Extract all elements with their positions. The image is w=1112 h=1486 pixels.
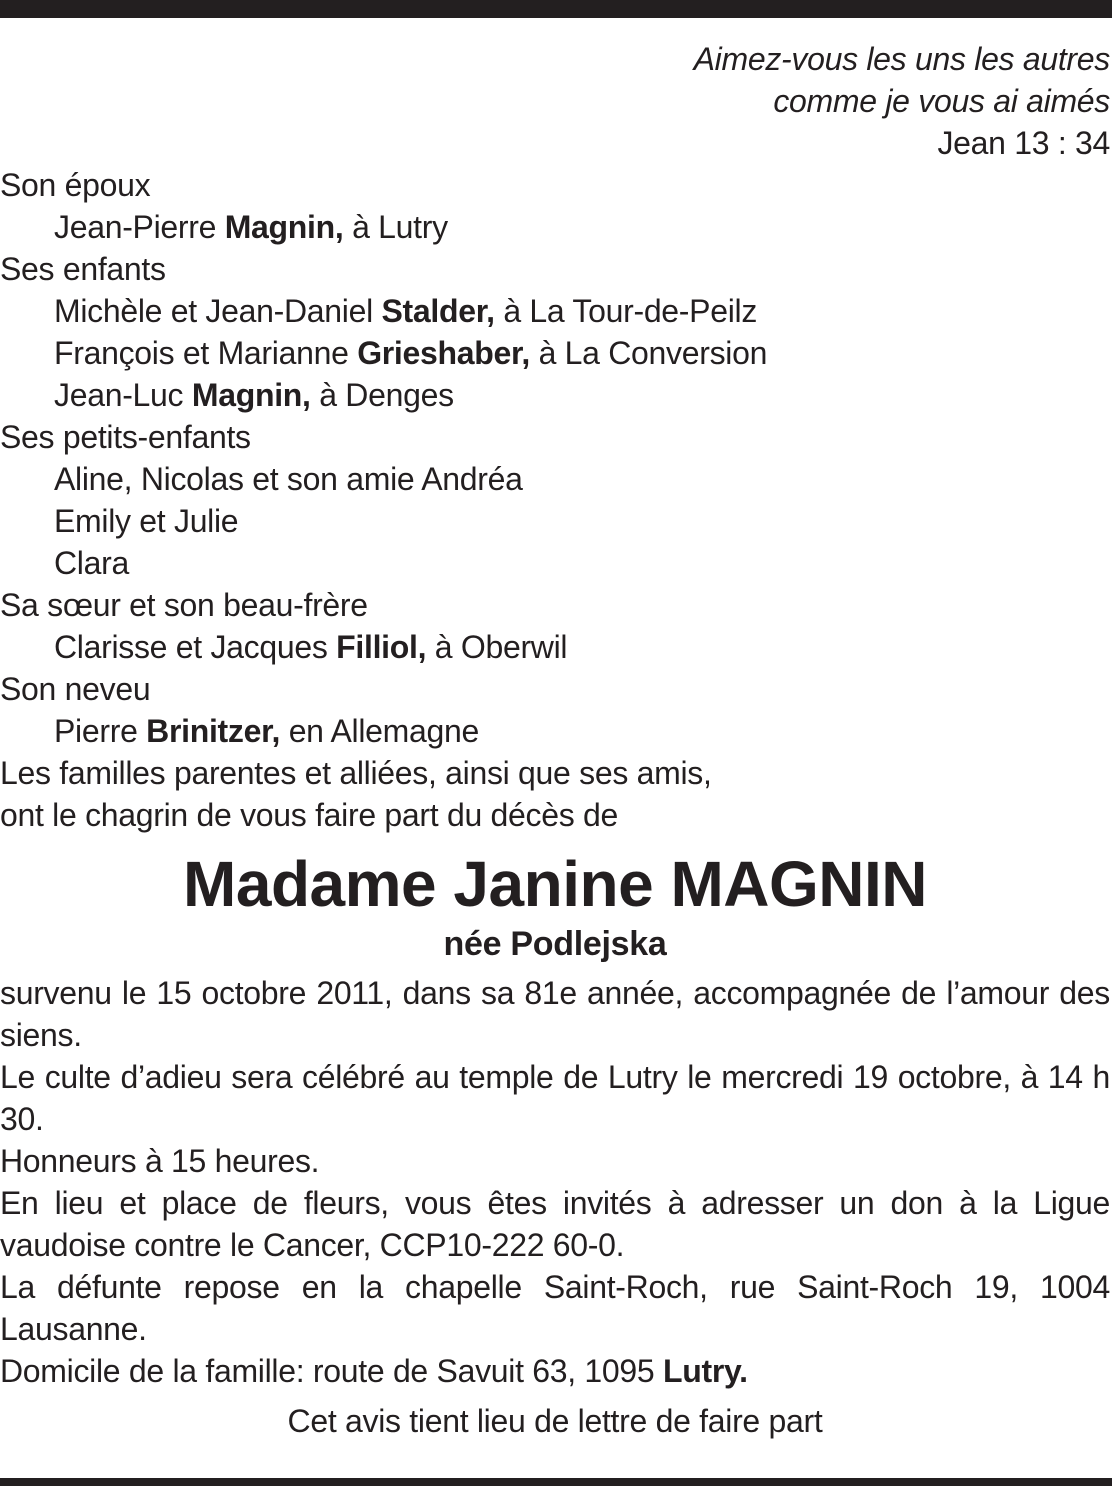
announcement-line: ont le chagrin de vous faire part du décès de (0, 797, 619, 833)
domicile-address: Domicile de la famille: route de Savuit 63, 1095 (0, 1353, 655, 1389)
grandchild-entry: Emily et Julie (54, 503, 239, 539)
grandchild-entry: Clara (54, 545, 129, 581)
child-first-names: François et Marianne (54, 335, 349, 371)
domicile-town: Lutry. (663, 1353, 748, 1389)
sibling-entry (0, 626, 1110, 668)
bottom-border-rule (0, 1478, 1112, 1486)
nephew-entry (0, 710, 1110, 752)
spouse-heading: Son époux (0, 167, 151, 203)
closing-note: Cet avis tient lieu de lettre de faire part (287, 1403, 823, 1439)
repose-details: La défunte repose en la chapelle Saint-Roch, rue Saint-Roch 19, 1004 Lausanne. (0, 1269, 1110, 1347)
spouse-entry (0, 206, 1110, 248)
nephew-first-name: Pierre (54, 713, 138, 749)
relatives-line: Les familles parentes et alliées, ainsi que ses amis, (0, 755, 712, 791)
nephew-heading: Son neveu (0, 671, 151, 707)
child-entry (0, 290, 1110, 332)
nephew-surname: Brinitzer, (146, 713, 281, 749)
child-surname: Stalder, (381, 293, 495, 329)
grandchildren-heading: Ses petits-enfants (0, 419, 251, 455)
sibling-place: à Oberwil (434, 629, 568, 665)
service-details: Le culte d’adieu sera célébré au temple de Lutry le mercredi 19 octobre, à 14 h 30. (0, 1059, 1110, 1137)
quote-line-2: comme je vous ai aimés (773, 83, 1110, 119)
obituary-notice (0, 38, 1110, 1442)
grandchild-entry: Aline, Nicolas et son amie Andréa (54, 461, 523, 497)
child-place: à Denges (319, 377, 454, 413)
spouse-first-names: Jean-Pierre (54, 209, 217, 245)
nephew-place: en Allemagne (288, 713, 480, 749)
maiden-name: née Podlejska (443, 925, 667, 963)
child-first-names: Jean-Luc (54, 377, 184, 413)
sibling-heading: Sa sœur et son beau-frère (0, 587, 368, 623)
donation-details: En lieu et place de fleurs, vous êtes invités à adresser un don à la Ligue vaudoise contre le Cancer, CCP10-222 60-0. (0, 1185, 1110, 1263)
top-border-rule (0, 0, 1112, 18)
child-surname: Grieshaber, (357, 335, 530, 371)
deceased-name: Madame Janine MAGNIN (183, 848, 927, 920)
bible-quote (0, 38, 1110, 164)
quote-line-1: Aimez-vous les uns les autres (693, 41, 1110, 77)
child-entry (0, 332, 1110, 374)
quote-reference: Jean 13 : 34 (937, 125, 1110, 161)
honours-details: Honneurs à 15 heures. (0, 1143, 320, 1179)
child-entry (0, 374, 1110, 416)
children-heading: Ses enfants (0, 251, 166, 287)
child-place: à La Conversion (538, 335, 768, 371)
sibling-first-names: Clarisse et Jacques (54, 629, 328, 665)
spouse-place: à Lutry (352, 209, 448, 245)
spouse-surname: Magnin, (224, 209, 344, 245)
death-details: survenu le 15 octobre 2011, dans sa 81e année, accompagnée de l’amour des siens. (0, 975, 1110, 1053)
sibling-surname: Filliol, (336, 629, 427, 665)
child-surname: Magnin, (191, 377, 311, 413)
family-domicile (0, 1350, 1110, 1392)
child-place: à La Tour-de-Peilz (503, 293, 758, 329)
child-first-names: Michèle et Jean-Daniel (54, 293, 373, 329)
